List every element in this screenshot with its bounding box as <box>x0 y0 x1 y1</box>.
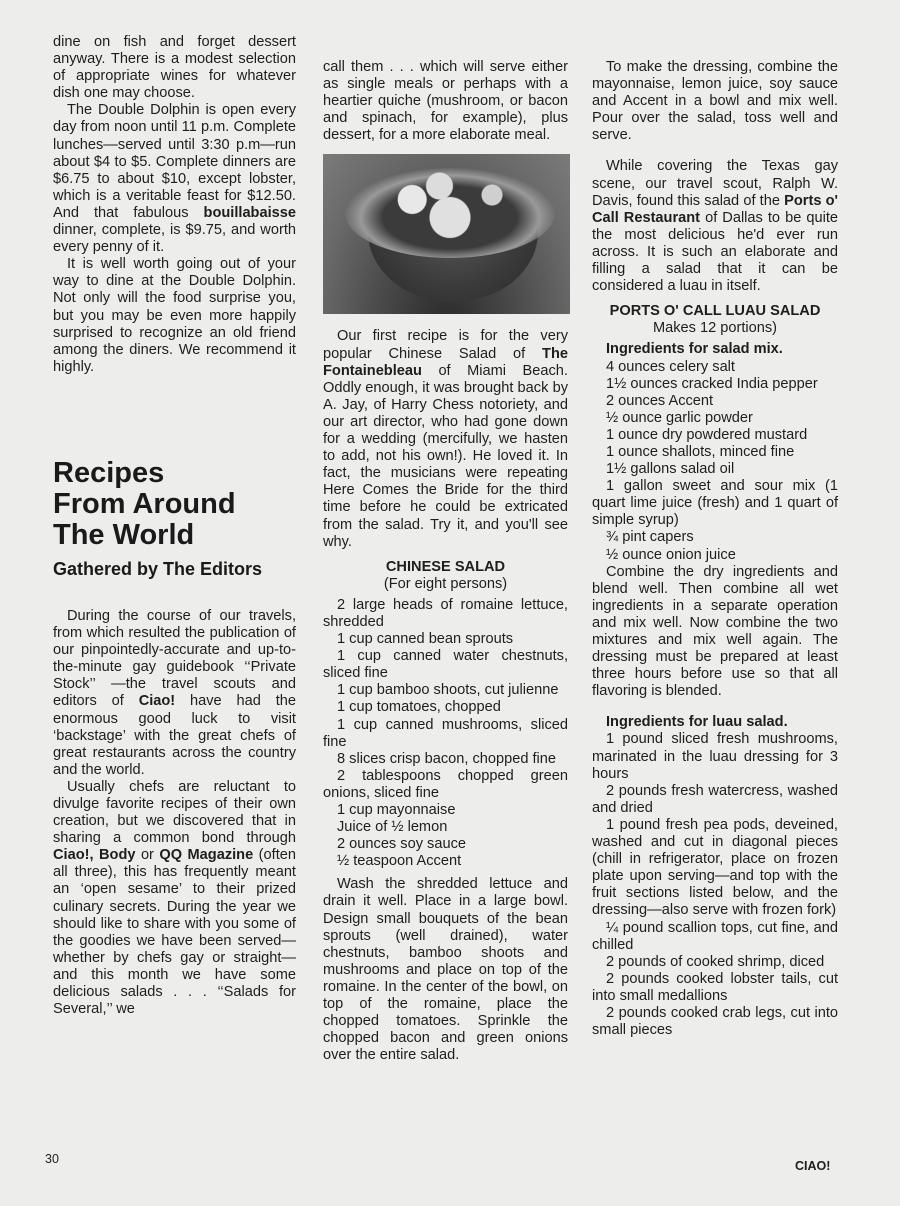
column-2 <box>323 59 568 1064</box>
column-1 <box>53 34 296 1018</box>
ingredient-item: ¾ pint capers <box>606 529 694 546</box>
ingredient-item: 2 pounds of cooked shrimp, diced <box>606 953 825 970</box>
ingredient-item: 1 gallon sweet and sour mix (1 quart lime juice (fresh) and 1 quart of simple syrup) <box>592 478 838 529</box>
ingredient-item: 1 cup mayonnaise <box>337 802 456 818</box>
recipe-serves: Makes 12 portions) <box>652 320 778 337</box>
section-heading: Ingredients for luau salad. <box>606 714 788 731</box>
salad-photo <box>323 154 570 314</box>
ingredient-item: 4 ounces celery salt <box>606 358 735 375</box>
recipe-serves: (For eight persons) <box>383 575 508 592</box>
ingredient-item: 1½ ounces cracked India pepper <box>606 375 818 392</box>
ingredient-item: ½ ounce onion juice <box>606 546 736 563</box>
ingredient-item: 1 cup tomatoes, chopped <box>337 699 501 716</box>
paragraph: call them . . . which will serve either as single meals or perhaps with a heartier quiche (mushroom, or bacon and spinach, for example), plus dessert, for a more elaborate meal. <box>323 59 568 144</box>
paragraph: Our first recipe is for the very popular Chinese Salad of The Fontainebleau of Miami Beach. Oddly enough, it was brought back by A. Jay, of Harry Chess notoriety, and our art director, who had gone down for a wedding (mercifully, we hasten to add, not his own!). He loved it. In fact, the musicians were repeating Here Comes the Bride for the third time before he could be extricated from the salad. Try it, and you'll see why. <box>323 328 568 550</box>
ingredient-item: 1 ounce shallots, minced fine <box>606 443 795 460</box>
ingredient-item: 2 tablespoons chopped green onions, sliced fine <box>323 767 568 801</box>
ingredient-item: 1 pound fresh pea pods, deveined, washed and cut in diagonal pieces (chill in refrigerator, place on frozen plate upon serving—and top with the fruit sections listed below, and the dressing—also serve with frozen fork) <box>592 816 838 919</box>
paragraph: While covering the Texas gay scene, our travel scout, Ralph W. Davis, found this salad of the Ports o' Call Restaurant of Dallas to be quite the most delicious he'd ever run across. It is such an elaborate and filling a salad that it can be considered a luau in itself. <box>592 158 838 295</box>
ingredient-item: 8 slices crisp bacon, chopped fine <box>337 750 557 767</box>
directions: Wash the shredded lettuce and drain it well. Place in a large bowl. Design small bouquets of the bean sprouts (well drained), water chestnuts, bamboo shoots and mushrooms and place on top of the romaine. In the center of the bowl, on top of the romaine, place the chopped tomatoes. Sprinkle the chopped bacon and green onions over the entire salad. <box>323 876 568 1064</box>
column-3 <box>592 59 838 1039</box>
recipe-title: CHINESE SALAD <box>385 558 506 575</box>
page-number: 30 <box>45 1152 59 1166</box>
ingredient-item: ½ ounce garlic powder <box>606 409 753 426</box>
ingredient-list <box>323 597 568 871</box>
ingredient-item: Juice of ½ lemon <box>337 819 448 836</box>
ingredient-item: 2 ounces Accent <box>606 392 714 409</box>
salad-greens-shape <box>345 168 555 258</box>
ingredient-item: ¼ pound scallion tops, cut fine, and chilled <box>592 919 838 953</box>
ingredient-item: 1½ gallons salad oil <box>606 461 735 478</box>
ingredient-item: 1 cup canned mushrooms, sliced fine <box>323 716 568 750</box>
ingredient-item: 2 ounces soy sauce <box>337 836 466 853</box>
section-heading: Ingredients for salad mix. <box>606 341 783 358</box>
paragraph: To make the dressing, combine the mayonnaise, lemon juice, soy sauce and Accent in a bowl and mix well. Pour over the salad, toss well and serve. <box>592 59 838 144</box>
ingredient-list <box>592 359 838 564</box>
ingredient-item: 1 cup canned water chestnuts, sliced fine <box>323 648 568 682</box>
ingredient-item: 2 pounds cooked crab legs, cut into small pieces <box>592 1004 838 1039</box>
recipe-title: PORTS O' CALL LUAU SALAD <box>609 303 821 320</box>
ingredient-item: 2 pounds fresh watercress, washed and dried <box>592 782 838 816</box>
ingredient-item: 1 cup canned bean sprouts <box>337 631 514 648</box>
paragraph: dine on fish and forget dessert anyway. There is a modest selection of appropriate wines for whatever dish one may choose. <box>53 34 296 102</box>
ingredient-list <box>592 731 838 1039</box>
article-title: Recipes From Around The World <box>53 456 236 551</box>
paragraph: During the course of our travels, from which resulted the publication of our pinpointedly-accurate and up-to-the-minute gay guidebook ‘‘Private Stock’’ —the travel scouts and editors of Ciao! have had the enormous good luck to visit ‘backstage’ with the great chefs of great restaurants across the country and the world. <box>53 607 297 778</box>
ingredient-item: 1 cup bamboo shoots, cut julienne <box>337 682 559 699</box>
ingredient-item: 1 pound sliced fresh mushrooms, marinated in the luau dressing for 3 hours <box>592 731 838 782</box>
ingredient-item: 2 large heads of romaine lettuce, shredded <box>323 596 568 630</box>
magazine-name: CIAO! <box>795 1159 831 1173</box>
ingredient-item: 1 ounce dry powdered mustard <box>606 426 808 443</box>
paragraph: The Double Dolphin is open every day from noon until 11 p.m. Complete lunches—served until 3:30 p.m—run about $4 to $5. Complete dinners are $6.75 to about $10, except lobster, which is a veritable feast for $12.50. And that fabulous bouillabaisse dinner, complete, is $9.75, and worth every penny of it. <box>53 102 296 256</box>
ingredient-item: ½ teaspoon Accent <box>337 853 462 870</box>
paragraph: It is well worth going out of your way to dine at the Double Dolphin. Not only will the food surprise you, but you may be even more happily surprised to recognize an old friend among the diners. We recommend it highly. <box>53 256 296 375</box>
ingredient-item: 2 pounds cooked lobster tails, cut into small medallions <box>592 970 838 1004</box>
directions: Combine the dry ingredients and blend well. Then combine all wet ingredients in a separate operation and mix well. Now combine the two mixtures and mix well again. The dressing must be prepared at least three hours before use so that all flavoring is blended. <box>592 563 838 700</box>
byline: Gathered by The Editors <box>53 558 263 579</box>
paragraph: Usually chefs are reluctant to divulge favorite recipes of their own creation, but we discovered that in sharing a common bond through Ciao!, Body or QQ Magazine (often all three), this has frequently meant an ‘open sesame’ to their prized culinary secrets. During the year we should like to share with you some of the goodies we have been served—whether by chefs gay or straight—and this month we have some delicious salads . . . ‘‘Salads for Several,’’ we <box>53 778 296 1018</box>
